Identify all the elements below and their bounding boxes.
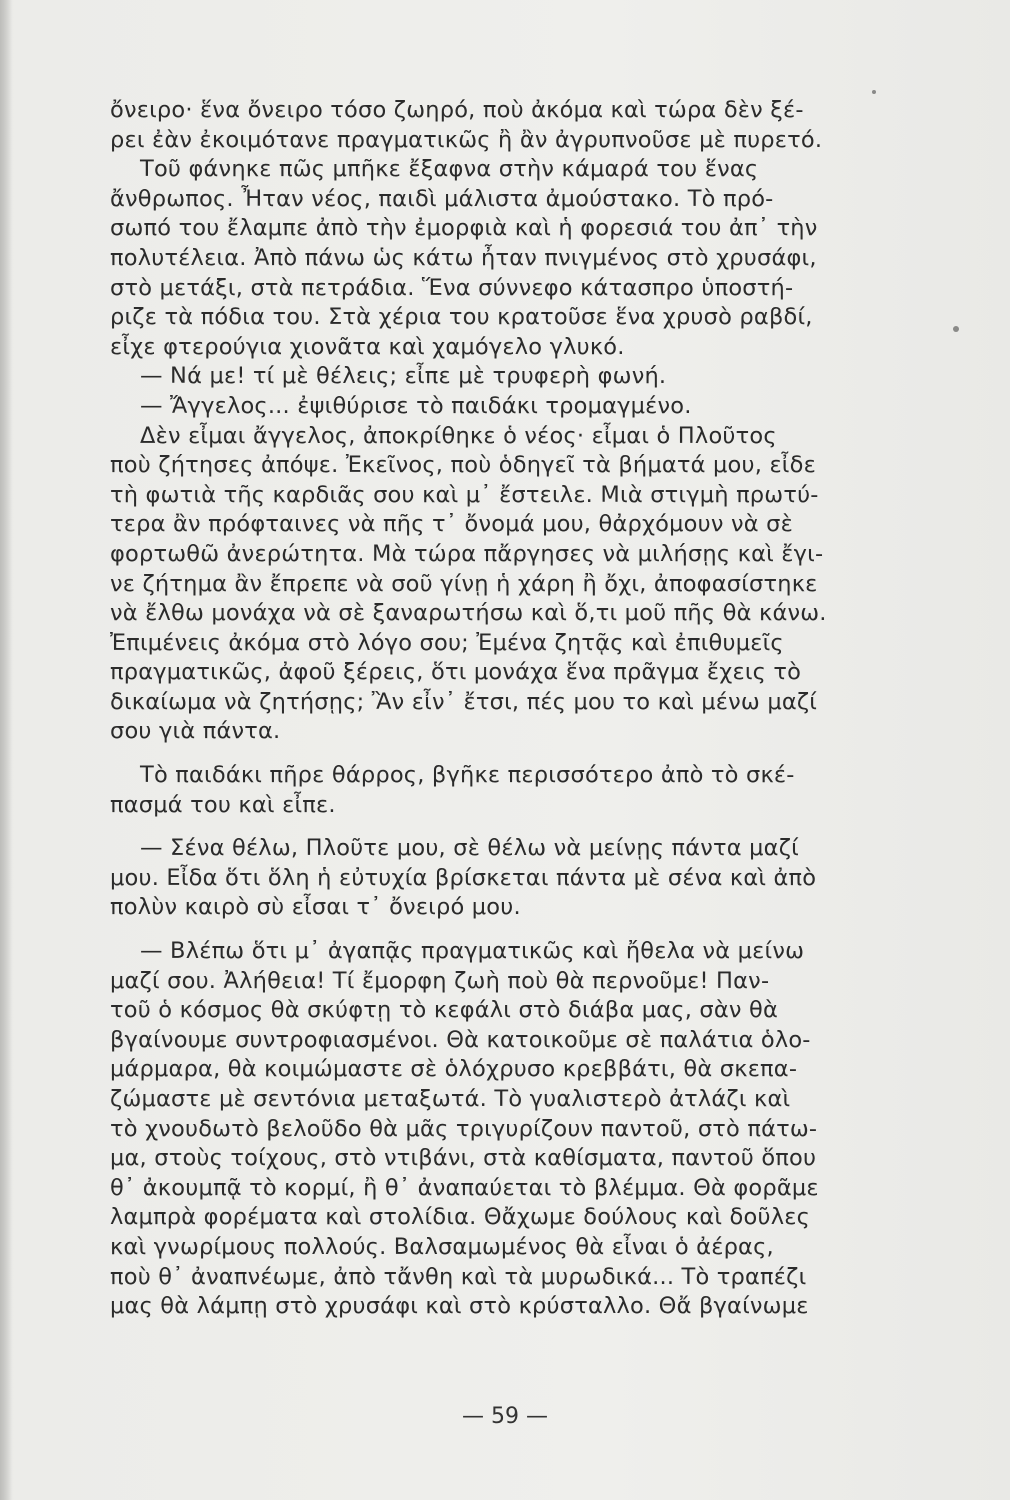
text-line: τὴ φωτιὰ τῆς καρδιᾶς σου καὶ μ᾽ ἔστειλε. Μιὰ στιγμὴ πρωτύ- bbox=[110, 481, 819, 508]
text-line: φορτωθῶ ἀνερώτητα. Μὰ τώρα πἄργησες νὰ μιλήσῃς καὶ ἔγι- bbox=[110, 540, 824, 567]
text-line: Δὲν εἶμαι ἄγγελος, ἀποκρίθηκε ὁ νέος· εἶμαι ὁ Πλοῦτος bbox=[140, 422, 777, 449]
text-line: τερα ἂν πρόφταινες νὰ πῆς τ᾽ ὄνομά μου, θἀρχόμουν νὰ σὲ bbox=[110, 511, 793, 538]
text-line: μα, στοὺς τοίχους, στὸ ντιβάνι, στὰ καθίσματα, παντοῦ ὅπου bbox=[110, 1145, 817, 1172]
text-line: Τοῦ φάνηκε πῶς μπῆκε ἔξαφνα στὴν κάμαρά του ἕνας bbox=[140, 156, 759, 183]
text-line: — Ἄγγελος... ἐψιθύρισε τὸ παιδάκι τρομαγμένο. bbox=[140, 392, 692, 419]
text-line: ὄνειρο· ἕνα ὄνειρο τόσο ζωηρό, ποὺ ἀκόμα καὶ τώρα δὲν ξέ- bbox=[110, 97, 804, 123]
margin-speck bbox=[872, 90, 876, 94]
margin-dot bbox=[953, 326, 959, 332]
text-line: ρει ἐὰν ἐκοιμότανε πραγματικῶς ἢ ἂν ἀγρυπνοῦσε μὲ πυρετό. bbox=[110, 126, 823, 153]
text-line: Ἐπιμένεις ἀκόμα στὸ λόγο σου; Ἐμένα ζητᾷς καὶ ἐπιθυμεῖς bbox=[110, 629, 784, 656]
text-line: λαμπρὰ φορέματα καὶ στολίδια. Θἄχωμε δούλους καὶ δοῦλες bbox=[110, 1204, 810, 1231]
text-line: στὸ μετάξι, στὰ πετράδια. Ἕνα σύννεφο κάτασπρο ὑποστή- bbox=[110, 274, 794, 301]
text-line: νε ζήτημα ἂν ἔπρεπε νὰ σοῦ γίνῃ ἡ χάρη ἢ ὄχι, ἀποφασίστηκε bbox=[110, 570, 818, 597]
text-line: πασμά του καὶ εἶπε. bbox=[110, 791, 336, 818]
text-line: θ᾽ ἀκουμπᾷ τὸ κορμί, ἢ θ᾽ ἀναπαύεται τὸ βλέμμα. Θὰ φορᾶμε bbox=[110, 1174, 819, 1201]
text-line: ἄνθρωπος. Ἦταν νέος, παιδὶ μάλιστα ἀμούστακο. Τὸ πρό- bbox=[110, 185, 774, 212]
text-line: — Βλέπω ὅτι μ᾽ ἀγαπᾷς πραγματικῶς καὶ ἤθελα νὰ μείνω bbox=[140, 938, 805, 965]
text-line: ποὺ ζήτησες ἀπόψε. Ἐκεῖνος, ποὺ ὁδηγεῖ τὰ βήματά μου, εἶδε bbox=[110, 452, 816, 479]
text-line: πραγματικῶς, ἀφοῦ ξέρεις, ὅτι μονάχα ἕνα πρᾶγμα ἔχεις τὸ bbox=[110, 659, 802, 686]
text-line: καὶ γνωρίμους πολλούς. Βαλσαμωμένος θὰ εἶναι ὁ ἀέρας, bbox=[110, 1233, 774, 1260]
text-line: σωπό του ἔλαμπε ἀπὸ τὴν ἐμορφιὰ καὶ ἡ φορεσιά του ἀπ᾽ τὴν bbox=[110, 215, 818, 242]
text-line: νὰ ἔλθω μονάχα νὰ σὲ ξαναρωτήσω καὶ ὅ,τι μοῦ πῆς θὰ κάνω. bbox=[110, 600, 827, 627]
text-line: πολυτέλεια. Ἀπὸ πάνω ὡς κάτω ἦταν πνιγμένος στὸ χρυσάφι, bbox=[110, 244, 817, 271]
text-line: ποὺ θ᾽ ἀναπνέωμε, ἀπὸ τἄνθη καὶ τὰ μυρωδικά... Τὸ τραπέζι bbox=[110, 1263, 807, 1290]
text-line: — Νά με! τί μὲ θέλεις; εἶπε μὲ τρυφερὴ φωνή. bbox=[140, 363, 667, 390]
text-line: μου. Εἶδα ὅτι ὅλη ἡ εὐτυχία βρίσκεται πάντα μὲ σένα καὶ ἀπὸ bbox=[110, 864, 817, 891]
text-line: μαζί σου. Ἀλήθεια! Τί ἔμορφη ζωὴ ποὺ θὰ περνοῦμε! Παν- bbox=[110, 967, 770, 994]
text-line: Τὸ παιδάκι πῆρε θάρρος, βγῆκε περισσότερο ἀπὸ τὸ σκέ- bbox=[140, 762, 795, 789]
text-line: μάρμαρα, θὰ κοιμώμαστε σὲ ὁλόχρυσο κρεββάτι, θὰ σκεπα- bbox=[110, 1056, 798, 1083]
text-line: τὸ χνουδωτὸ βελοῦδο θὰ μᾶς τριγυρίζουν παντοῦ, στὸ πάτω- bbox=[110, 1115, 818, 1142]
text-line: τοῦ ὁ κόσμος θὰ σκύφτῃ τὸ κεφάλι στὸ διάβα μας, σὰν θὰ bbox=[110, 997, 779, 1024]
text-line: ριζε τὰ πόδια του. Στὰ χέρια του κρατοῦσε ἕνα χρυσὸ ραβδί, bbox=[110, 304, 813, 331]
text-line: ζώμαστε μὲ σεντόνια μεταξωτά. Τὸ γυαλιστερὸ ἀτλάζι καὶ bbox=[110, 1086, 791, 1112]
text-line: εἶχε φτερούγια χιονᾶτα καὶ χαμόγελο γλυκό. bbox=[110, 333, 625, 360]
page-number: — 59 — bbox=[462, 1404, 548, 1429]
text-line: πολὺν καιρὸ σὺ εἶσαι τ᾽ ὄνειρό μου. bbox=[110, 894, 521, 921]
body-text bbox=[110, 96, 900, 1322]
text-line: σου γιὰ πάντα. bbox=[110, 718, 281, 745]
text-line: μας θὰ λάμπῃ στὸ χρυσάφι καὶ στὸ κρύσταλλο. Θἄ βγαίνωμε bbox=[110, 1293, 809, 1320]
text-line: βγαίνουμε συντροφιασμένοι. Θὰ κατοικοῦμε σὲ παλάτια ὁλο- bbox=[110, 1026, 811, 1053]
text-line: δικαίωμα νὰ ζητήσῃς; Ἂν εἶν᾽ ἔτσι, πές μου το καὶ μένω μαζί bbox=[110, 688, 818, 715]
text-line: — Σένα θέλω, Πλοῦτε μου, σὲ θέλω νὰ μείνῃς πάντα μαζί bbox=[140, 835, 799, 862]
binding-shadow bbox=[0, 0, 12, 1500]
